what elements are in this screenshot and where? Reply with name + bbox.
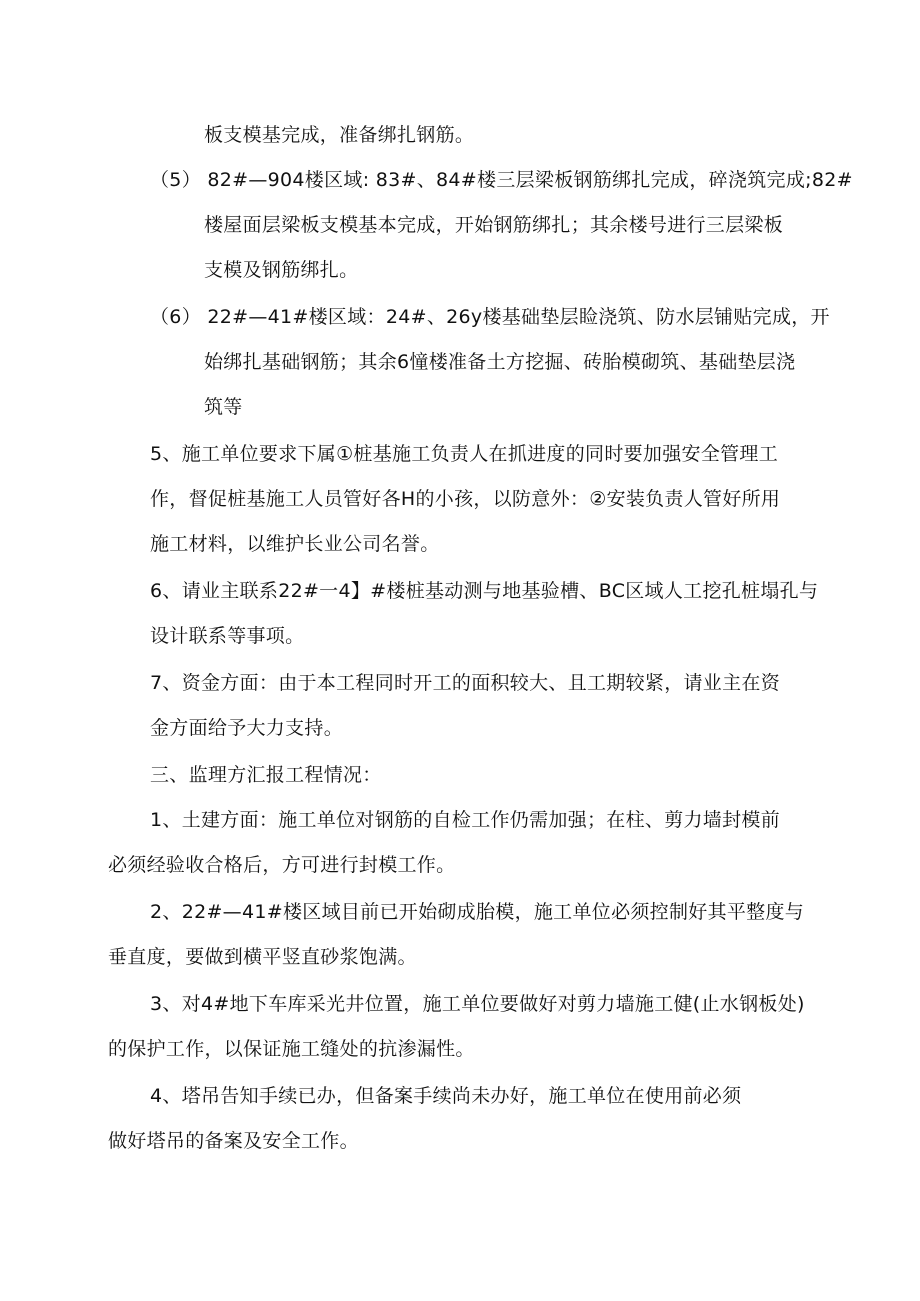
text-line: 4、塔吊告知手续已办，但备案手续尚未办好，施工单位在使用前必须 [150, 1085, 742, 1107]
text-line: （5） 82#—904楼区域: 83#、84#楼三层梁板钢筋绑扎完成，碎浇筑完成;82# [150, 169, 853, 191]
text-line: 金方面给予大力支持。 [150, 717, 344, 739]
text-line: 2、22#—41#楼区域目前已开始砌成胎模，施工单位必须控制好其平整度与 [150, 901, 805, 923]
text-line: 必须经验收合格后，方可进行封模工作。 [108, 854, 456, 876]
text-line: 楼屋面层梁板支模基本完成，开始钢筋绑扎；其余楼号进行三层梁板 [204, 214, 784, 236]
text-line: 的保护工作，以保证施工缝处的抗渗漏性。 [108, 1038, 475, 1060]
text-line: 筑等 [204, 396, 243, 418]
text-line: 做好塔吊的备案及安全工作。 [108, 1130, 359, 1152]
text-line: 3、对4#地下车库采光井位置，施工单位要做好对剪力墙施工健(止水钢板处) [150, 993, 805, 1015]
text-line: 垂直度，要做到横平竖直砂浆饱满。 [108, 946, 417, 968]
text-line: 5、施工单位要求下属①桩基施工负责人在抓进度的同时要加强安全管理工 [150, 443, 779, 465]
text-line: 施工材料，以维护长业公司名誉。 [150, 533, 440, 555]
text-line: 支模及钢筋绑扎。 [204, 259, 359, 281]
text-line: 作，督促桩基施工人员管好各H的小孩，以防意外：②安装负责人管好所用 [150, 488, 781, 510]
text-line: 始绑扎基础钢筋；其余6憧楼准备土方挖掘、砖胎模砌筑、基础垫层浇 [204, 351, 796, 373]
text-line: 6、请业主联系22#一4】#楼桩基动测与地基验槽、BC区域人工挖孔桩塌孔与 [150, 580, 819, 602]
text-line: 设计联系等事项。 [150, 625, 305, 647]
text-line: （6） 22#—41#楼区域：24#、26y楼基础垫层睑浇筑、防水层铺贴完成，开 [150, 306, 830, 328]
text-line: 1、土建方面：施工单位对钢筋的自检工作仍需加强；在柱、剪力墙封模前 [150, 809, 780, 831]
text-line: 板支模基完成，准备绑扎钢筋。 [204, 124, 475, 146]
text-line: 7、资金方面：由于本工程同时开工的面积较大、且工期较紧，请业主在资 [150, 672, 780, 694]
section-heading: 三、监理方汇报工程情况： [150, 764, 382, 786]
